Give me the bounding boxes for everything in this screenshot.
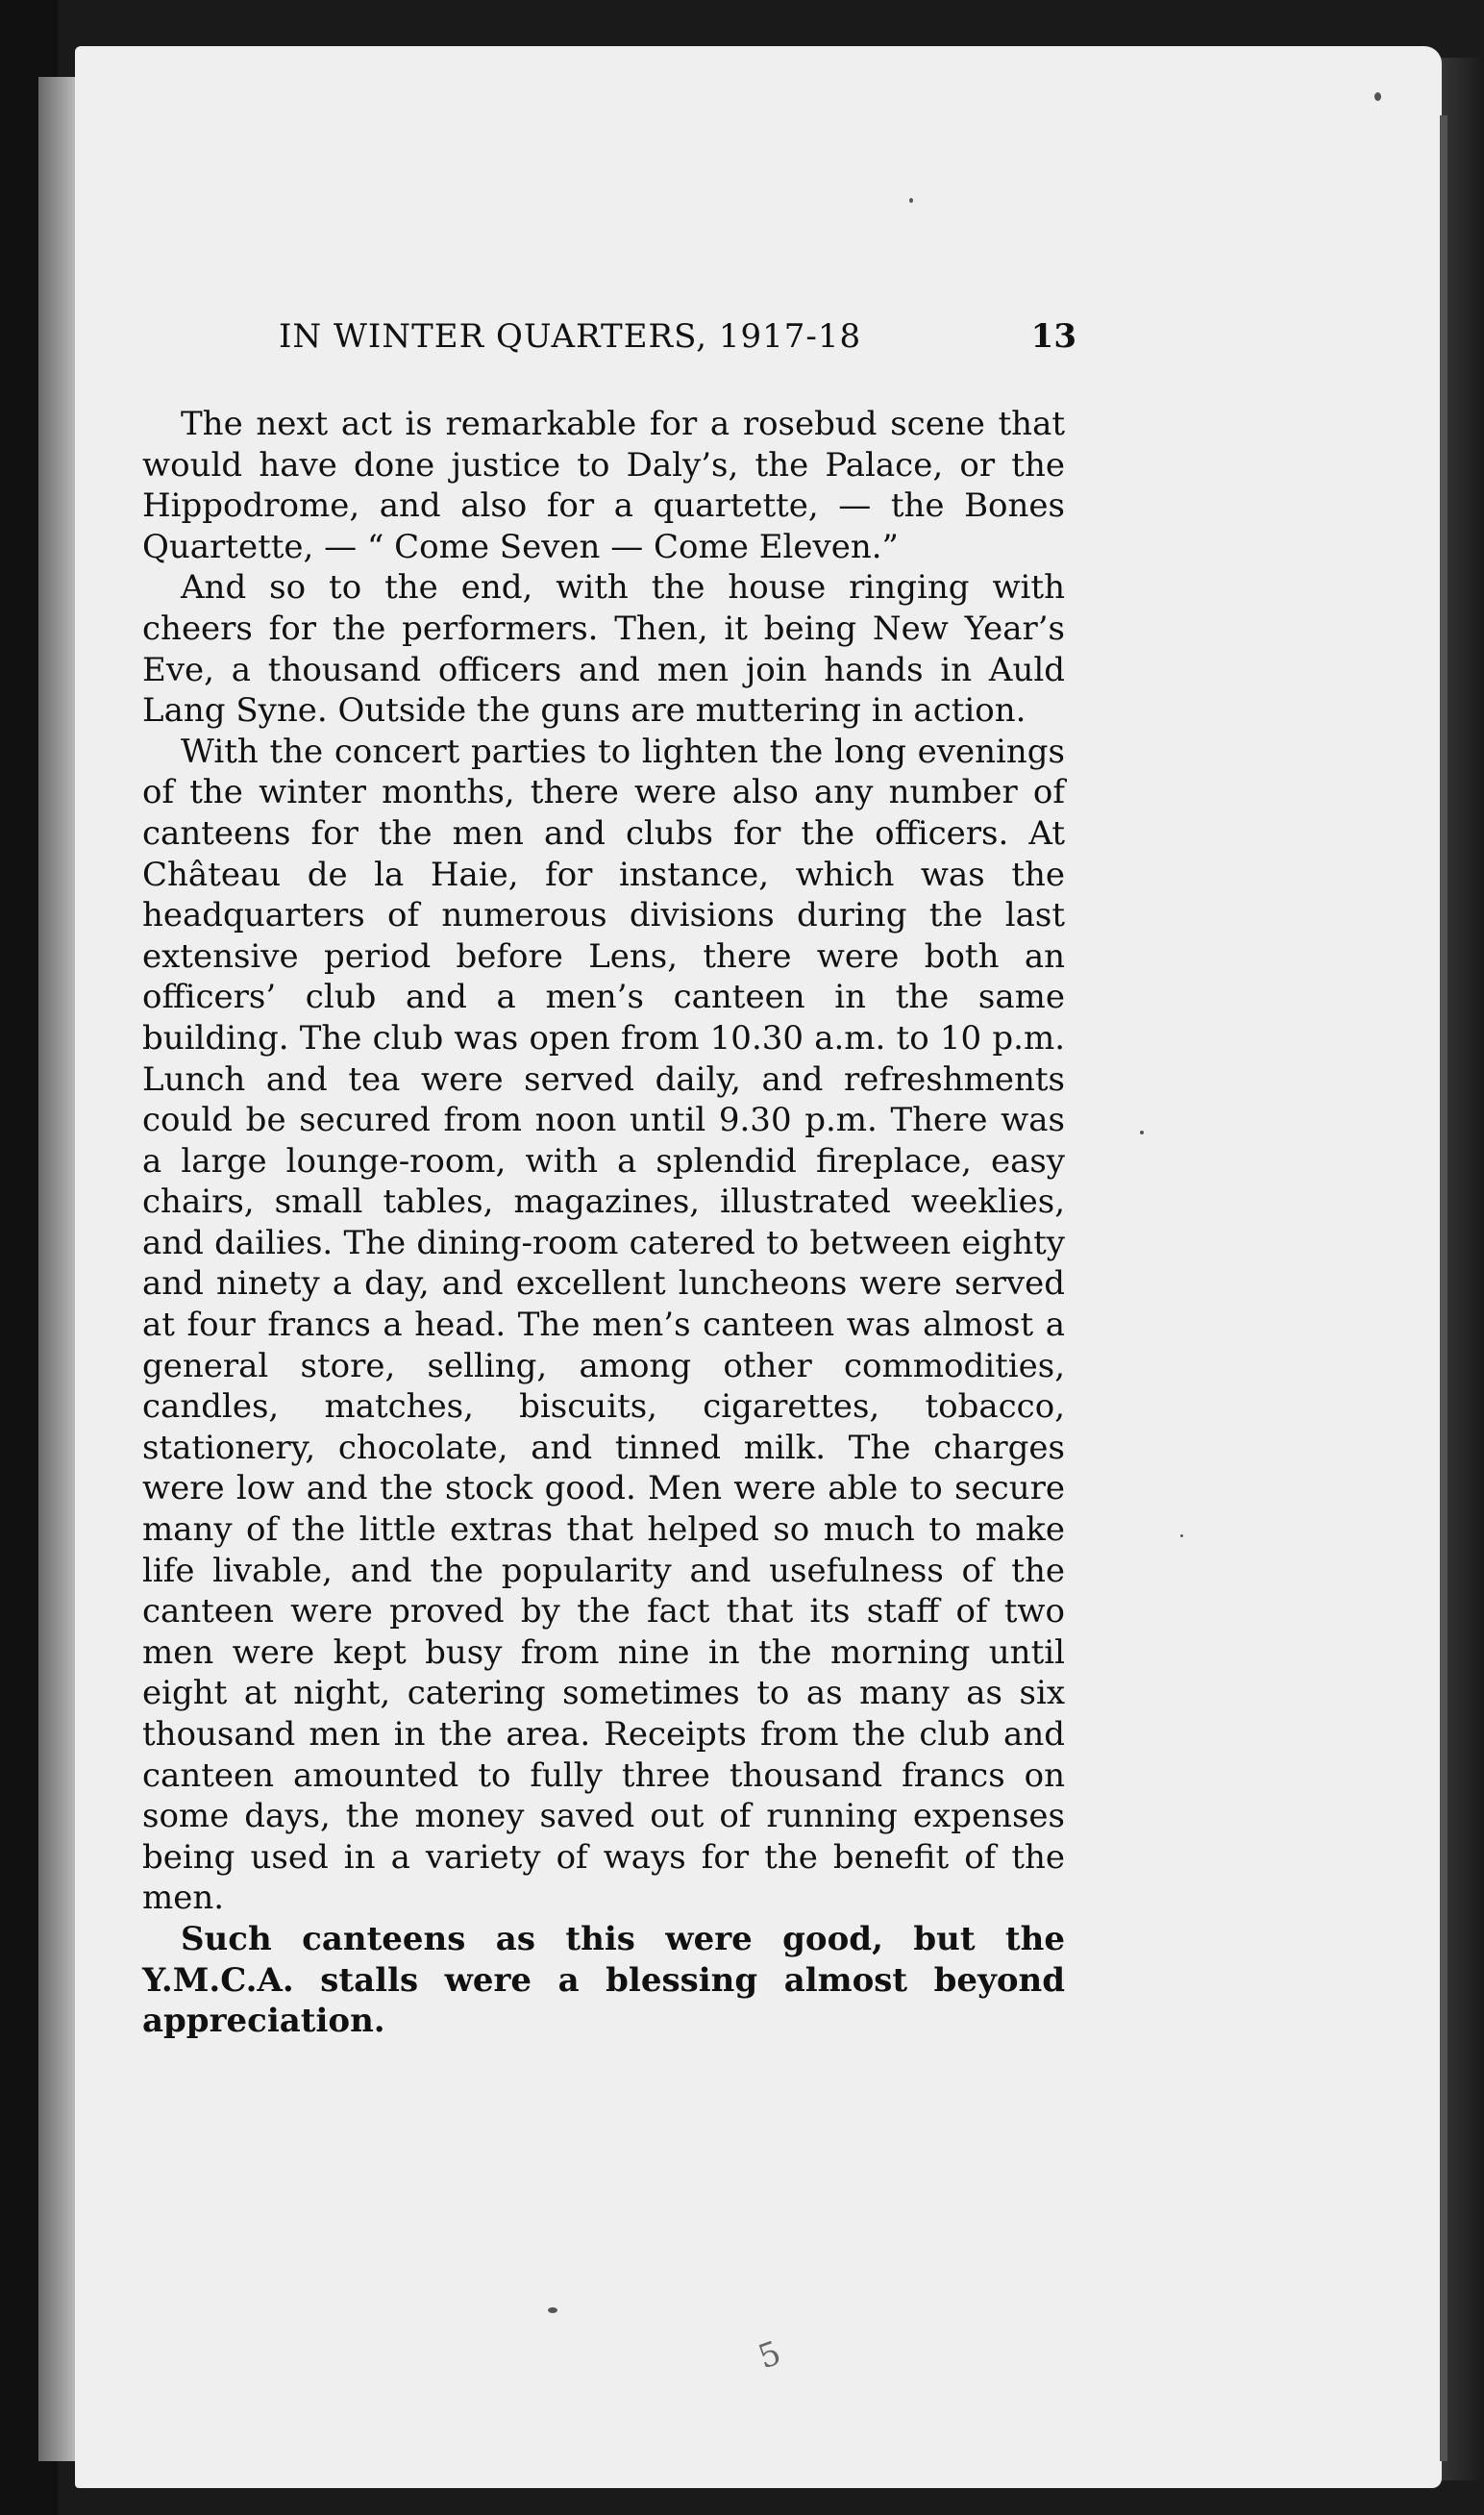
ink-speck — [1140, 1131, 1144, 1134]
ink-speck — [548, 2307, 557, 2313]
paragraph: The next act is remarkable for a rosebud scene that would have done justice to Daly’s, the Palace, or the Hippodrome, and also for a quartette, — the Bones Quartette, — “ Come Seven — Come Eleven.” — [142, 405, 1065, 566]
paragraph: With the concert parties to lighten the long evenings of the winter months, there were also any number of canteens for the men and clubs for the officers. At Château de la Haie, for instance, which was the headquarters of numerous divisions during the last extensive period before Lens, there were both an officers’ club and a men’s canteen in the same building. The club was open from 10.30 a.m. to 10 p.m. Lunch and tea were served daily, and refreshments could be secured from noon until 9.30 p.m. There was a large lounge-room, with a splendid fireplace, easy chairs, small tables, magazines, illustrated weeklies, and dailies. The dining-room catered to between eighty and ninety a day, and excellent luncheons were served at four francs a head. The men’s canteen was almost a general store, selling, among other commodities, candles, matches, biscuits, cigarettes, tobacco, stationery, chocolate, and tinned milk. The charges were low and the stock good. Men were able to secure many of the little extras that helped so much to make life livable, and the popularity and usefulness of the canteen were proved by the fact that its staff of two men were kept busy from nine in the morning until eight at night, catering sometimes to as many as six thousand men in the area. Receipts from the club and canteen amounted to fully three thousand francs on some days, the money saved out of running expenses being used in a variety of ways for the benefit of the men. — [142, 732, 1065, 1918]
page-header — [279, 317, 1076, 375]
ink-speck — [1180, 1534, 1183, 1537]
paragraph: Such canteens as this were good, but the Y.M.C.A. stalls were a blessing almost beyond appreciation. — [142, 1919, 1065, 2041]
ink-speck — [1374, 92, 1381, 101]
running-head: IN WINTER QUARTERS, 1917-18 — [279, 317, 862, 356]
pencil-mark: 5 — [753, 2333, 786, 2378]
ink-speck — [909, 198, 913, 203]
page-number: 13 — [1030, 317, 1076, 356]
body-text — [142, 404, 1065, 2042]
page-stack-edge — [1440, 115, 1447, 2461]
paragraph: And so to the end, with the house ringing with cheers for the performers. Then, it being New Year’s Eve, a thousand officers and men join hands in Auld Lang Syne. Outside the guns are muttering in action. — [142, 568, 1065, 731]
book-gutter — [38, 77, 77, 2461]
